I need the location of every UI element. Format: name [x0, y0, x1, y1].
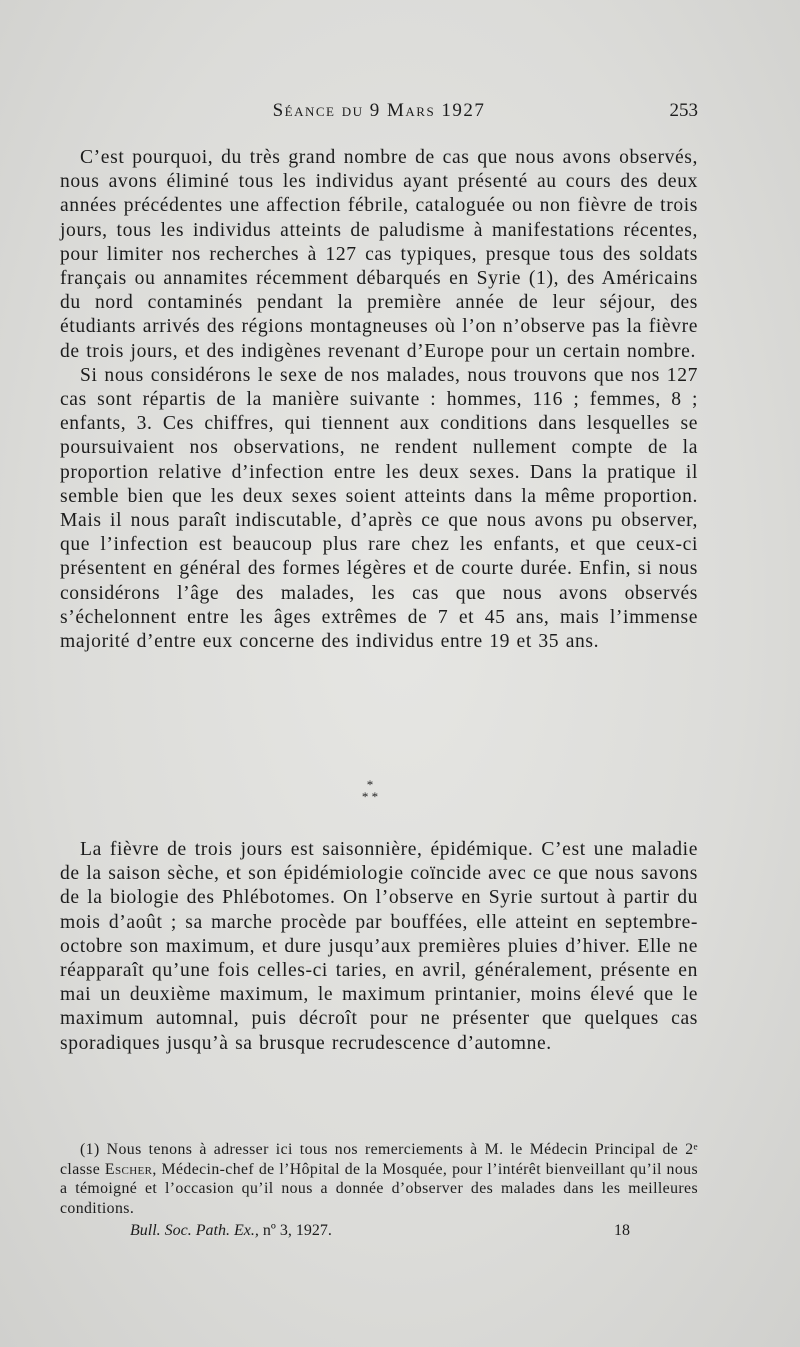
page-number: 253 — [669, 100, 698, 121]
body-section-2 — [60, 838, 698, 1056]
asterism-bottom: * * — [361, 789, 379, 804]
running-head — [60, 100, 698, 130]
footnote-name: Escher — [104, 1160, 153, 1178]
footnote-text-end: , Médecin-chef de l’Hôpital de la Mosquée, pour l’intérêt bienveillant qu’il nous a témoigné et l’occasion qu’il nous a donnée d’observer des malades dans les meilleures conditions. — [60, 1160, 698, 1217]
journal-issue: nº 3, 1927. — [258, 1222, 332, 1239]
running-title: Séance du 9 Mars 1927 — [272, 100, 486, 121]
footnote-1 — [60, 1140, 698, 1218]
asterism-separator — [340, 779, 400, 803]
asterism-top: * — [366, 777, 374, 792]
paragraph: C’est pourquoi, du très grand nombre de cas que nous avons observés, nous avons éliminé tous les individus ayant présenté au cours des deux années précédentes une affection fébrile, cataloguée ou non fièvre de trois jours, tous les individus atteints de paludisme à manifestations récentes, pour limiter nos recherches à 127 cas typiques, presque tous des soldats français ou annamites récemment débarqués en Syrie (1), des Américains du nord contaminés pendant la première année de leur séjour, des étudiants arrivés des régions montagneuses où l’on n’observe pas la fièvre de trois jours, et des indigènes revenant d’Europe pour un certain nombre. — [60, 147, 698, 362]
footnotes — [60, 1140, 698, 1218]
footnote-text-start: (1) Nous tenons à adresser ici tous nos remerciements à M. le Médecin Principal de 2ᵉ classe — [60, 1141, 698, 1178]
paragraph: Si nous considérons le sexe de nos malades, nous trouvons que nos 127 cas sont répartis de la manière suivante : hommes, 116 ; femmes, 8 ; enfants, 3. Ces chiffres, qui tiennent aux conditions dans lesquelles se poursuivaient nos observations, ne rendent nullement compte de la proportion relative d’infection entre les deux sexes. Dans la pratique il semble bien que les deux sexes soient atteints dans la même proportion. Mais il nous paraît indiscutable, d’après ce que nous avons pu observer, que l’infection est beaucoup plus rare chez les enfants, et que ceux-ci présentent en général des formes légères et de courte durée. Enfin, si nous considérons l’âge des malades, les cas que nous avons observés s’échelonnent entre les âges extrêmes de 7 et 45 ans, mais l’immense majorité d’entre eux concerne des individus entre 19 et 35 ans. — [60, 364, 698, 653]
journal-name: Bull. Soc. Path. Ex., — [130, 1222, 259, 1239]
signature-mark: 18 — [614, 1222, 630, 1239]
paragraph: La fièvre de trois jours est saisonnière, épidémique. C’est une maladie de la saison sèche, et son épidémiologie coïncide avec ce que nous savons de la biologie des Phlébotomes. On l’observe en Syrie surtout à partir du mois d’août ; sa marche procède par bouffées, elle atteint en septembre-octobre son maximum, et dure jusqu’aux premières pluies d’hiver. Elle ne réapparaît qu’une fois celles-ci taries, en avril, généralement, présente en mai un deuxième maximum, le maximum printanier, moins élevé que le maximum automnal, puis décroît pour ne présenter que quelques cas sporadiques jusqu’à sa brusque recrudescence d’automne. — [60, 839, 698, 1054]
journal-citation — [130, 1222, 332, 1240]
page-footer — [130, 1222, 630, 1246]
body-section-1 — [60, 146, 698, 654]
